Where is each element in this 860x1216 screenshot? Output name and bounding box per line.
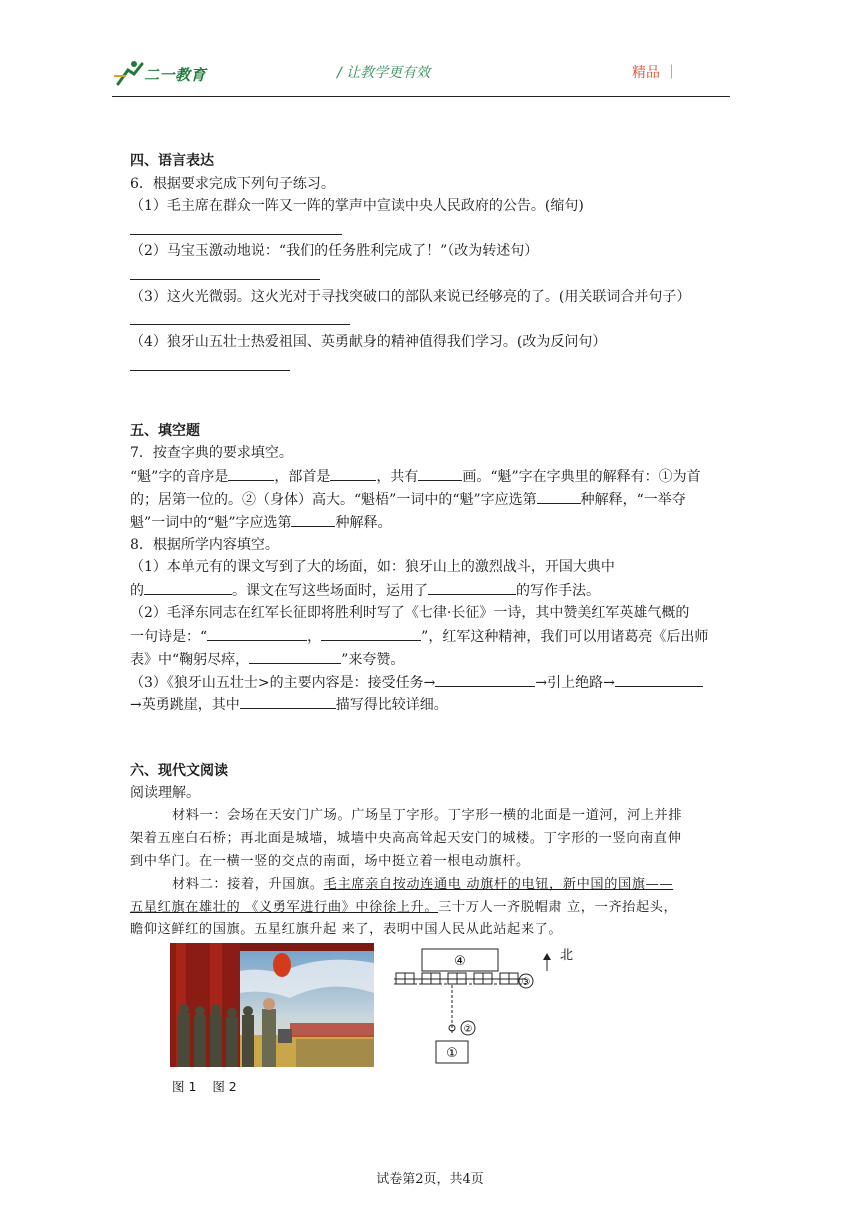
north-label: 北: [560, 948, 574, 963]
text: 的写作手法。: [516, 583, 600, 599]
question-6-item-1: （1）毛主席在群众一阵又一阵的掌声中宣读中央人民政府的公告。(缩句): [130, 198, 584, 214]
answer-line[interactable]: [130, 370, 290, 371]
question-6-item-3: （3）这火光微弱。这火光对于寻找突破口的部队来说已经够亮的了。(用关联词合并句子）: [130, 289, 691, 305]
answer-line[interactable]: [130, 279, 320, 280]
material-2-line: [172, 875, 673, 895]
question-7-line: [130, 466, 701, 487]
text: 种解释，“一举夺: [580, 492, 686, 508]
page-footer: 试卷第2页，共4页: [376, 1172, 484, 1187]
label-2: ②: [463, 1024, 473, 1035]
text: ”来夸赞。: [341, 652, 405, 668]
question-8-3-line: [130, 694, 448, 715]
section-title: 六、现代文阅读: [130, 763, 228, 779]
header-slogan: / 让教学更有效: [337, 65, 431, 81]
fill-blank[interactable]: [240, 694, 336, 709]
question-8-2-line: [130, 649, 404, 670]
fill-blank[interactable]: [144, 580, 232, 595]
question-6-item-2: （2）马宝玉激动地说：“我们的任务胜利完成了！”（改为转述句）: [130, 243, 539, 259]
text: （3）《狼牙山五壮士>的主要内容是：接受任务→: [130, 675, 436, 691]
answer-line[interactable]: [130, 324, 350, 325]
text: ，部首是: [274, 469, 331, 485]
question-7: 7．按查字典的要求填空。: [130, 445, 293, 461]
answer-line[interactable]: [130, 234, 342, 235]
founding-ceremony-image: [170, 943, 374, 1067]
fill-blank[interactable]: [537, 489, 581, 504]
question-8-3-line: [130, 672, 703, 693]
arrow-up-icon: [543, 953, 551, 960]
fill-blank[interactable]: [428, 580, 516, 595]
fill-blank[interactable]: [249, 649, 341, 664]
label-4: ④: [454, 954, 466, 969]
text: 。课文在写这些场面时，运用了: [232, 583, 428, 599]
material-1-line: 到中华门。在一横一竖的交点的南面，场中挺立着一根电动旗杆。: [130, 854, 530, 869]
question-8-2-line: [130, 626, 708, 647]
fill-blank[interactable]: [228, 466, 274, 481]
text: →引上绝路→: [535, 675, 615, 691]
label-1: ①: [446, 1046, 458, 1061]
fill-blank[interactable]: [435, 672, 535, 687]
figure-caption: 图 1 图 2: [172, 1079, 237, 1094]
text: 描写得比较详细。: [335, 697, 448, 713]
text: 三十万人一齐脱帽肃 立，一齐抬起头，: [438, 900, 678, 915]
material-2-line: [130, 898, 677, 918]
text: ”，红军这种精神，我们可以用诸葛亮《后出师: [421, 629, 709, 645]
material-1-line: 材料一：会场在天安门广场。广场呈丁字形。丁字形一横的北面是一道河，河上并排: [172, 808, 683, 823]
text: ，: [307, 629, 322, 645]
label-3: ③: [521, 977, 531, 988]
text: “魁”字的音序是: [130, 469, 229, 485]
question-8-2: （2）毛泽东同志在红军长征即将胜利时写了《七律·长征》一诗，其中赞美红军英雄气概的: [130, 605, 690, 621]
question-8-1-line: [130, 580, 600, 601]
section-title: 四、语言表达: [130, 153, 214, 169]
square-layout-diagram: [392, 943, 582, 1067]
text: 的；居第一位的。②（身体）高大。“魁梧”一词中的“魁”字应选第: [130, 492, 537, 508]
question-8-1: （1）本单元有的课文写到了大的场面，如：狼牙山上的激烈战斗，开国大典中: [130, 559, 615, 575]
section-title: 五、填空题: [130, 423, 200, 439]
text: 材料二：接着，升国旗。: [172, 877, 324, 892]
fill-blank[interactable]: [291, 512, 335, 527]
text: 种解释。: [335, 515, 392, 531]
material-1-line: 架着五座白石桥；再北面是城墙，城墙中央高高耸起天安门的城楼。丁字形的一竖向南直伸: [130, 831, 682, 846]
fill-blank[interactable]: [330, 466, 376, 481]
question-8: 8．根据所学内容填空。: [130, 537, 279, 553]
header-divider: [112, 96, 730, 97]
text: 一句诗是：“: [130, 629, 208, 645]
question-7-line: [130, 512, 391, 533]
text: 表》中“鞠躬尽瘁，: [130, 652, 250, 668]
premium-label: 精品 ｜: [632, 65, 679, 81]
fill-blank[interactable]: [615, 672, 703, 687]
text: ，共有: [376, 469, 419, 485]
question-7-line: [130, 489, 686, 510]
fill-blank[interactable]: [418, 466, 462, 481]
text: 的: [130, 583, 144, 599]
text: →英勇跳崖，其中: [130, 697, 240, 713]
logo-text: 二一教育: [144, 66, 207, 84]
text: 魁”一词中的“魁”字应选第: [130, 515, 292, 531]
fill-blank[interactable]: [321, 626, 421, 641]
question-6-item-4: （4）狼牙山五壮士热爱祖国、英勇献身的精神值得我们学习。(改为反问句）: [130, 334, 607, 350]
underlined-text: 五星红旗在雄壮的 《义勇军进行曲》中徐徐上升。: [130, 900, 439, 915]
fill-blank[interactable]: [207, 626, 307, 641]
question-6: 6．根据要求完成下列句子练习。: [130, 176, 335, 192]
text: 画。“魁”字在字典里的解释有：①为首: [462, 469, 701, 485]
underlined-text: 毛主席亲自按动连通电 动旗杆的电钮，新中国的国旗——: [323, 877, 674, 892]
reading-intro: 阅读理解。: [130, 785, 200, 801]
material-2-line: 瞻仰这鲜红的国旗。五星红旗升起 来了，表明中国人民从此站起来了。: [130, 922, 563, 937]
